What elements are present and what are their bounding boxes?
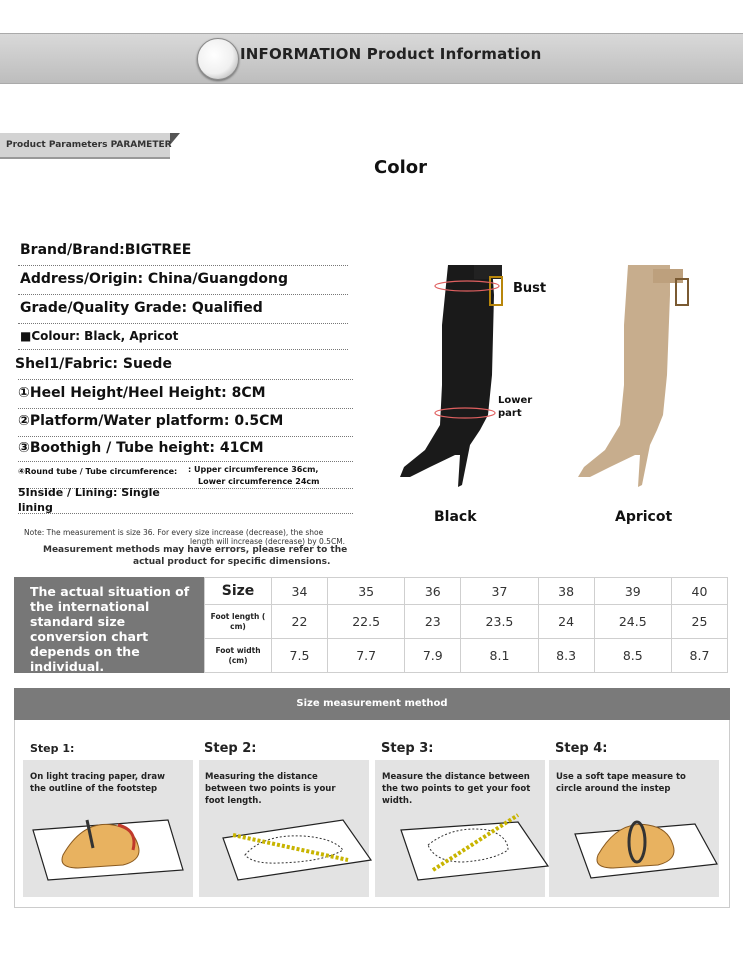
foot-width-cell: 8.7 [671, 639, 727, 673]
size-header: Size [205, 578, 272, 605]
step-2-text: Measuring the distance between two points is your foot length. [205, 772, 336, 806]
table-row [205, 639, 728, 673]
spec-platform: ②Platform/Water platform: 0.5CM [18, 413, 284, 429]
step-3-text: Measure the distance between the two points to get your foot width. [382, 772, 531, 806]
spec-round-tube: ④Round tube / Tube circumference: [18, 467, 178, 476]
foot-length-cell: 24 [538, 605, 594, 639]
step-2-label: Step 2: [204, 741, 257, 756]
color-title: Color [374, 157, 427, 178]
foot-width-cell: 8.5 [594, 639, 671, 673]
spec-upper-circumference: : Upper circumference 36cm, [188, 465, 319, 474]
spec-colour: ■Colour: Black, Apricot [20, 329, 179, 343]
foot-length-cell: 24.5 [594, 605, 671, 639]
spec-divider [18, 436, 353, 437]
size-cell: 34 [272, 578, 328, 605]
size-cell: 35 [328, 578, 405, 605]
table-row [205, 605, 728, 639]
foot-width-cell: 8.3 [538, 639, 594, 673]
foot-length-cell: 23.5 [461, 605, 538, 639]
spec-divider [18, 379, 353, 380]
apricot-boot-image [578, 265, 688, 487]
note-line-2: length will increase (decrease) by 0.5CM. [190, 537, 346, 546]
foot-width-header: Foot width (cm) [205, 639, 272, 673]
spec-origin: Address/Origin: China/Guangdong [20, 271, 289, 287]
step-4-label: Step 4: [555, 741, 608, 756]
spec-lining-2: lining [18, 501, 53, 514]
size-intro-text: The actual situation of the international standard size conversion chart depends on the individual. [30, 584, 190, 674]
spec-divider [18, 513, 353, 514]
header-title: INFORMATION Product Information [240, 45, 542, 63]
foot-width-cell: 8.1 [461, 639, 538, 673]
size-table [204, 577, 728, 673]
table-row [205, 578, 728, 605]
step-4-text: Use a soft tape measure to circle around the instep [556, 772, 686, 794]
step-4-foot-image [575, 822, 717, 878]
spec-heel: ①Heel Height/Heel Height: 8CM [18, 385, 266, 401]
spec-divider [18, 294, 348, 295]
spec-boot-height: ③Boothigh / Tube height: 41CM [18, 440, 264, 456]
param-tab-label: Product Parameters PARAMETER [6, 140, 172, 150]
lower-part-label-1: Lower [498, 395, 533, 406]
spec-divider [18, 408, 353, 409]
lower-part-label-2: part [498, 408, 522, 419]
spec-grade: Grade/Quality Grade: Qualified [20, 300, 263, 316]
size-cell: 39 [594, 578, 671, 605]
foot-length-header: Foot length ( cm) [205, 605, 272, 639]
foot-width-cell: 7.9 [405, 639, 461, 673]
foot-length-cell: 22 [272, 605, 328, 639]
size-cell: 38 [538, 578, 594, 605]
note-line-1: Note: The measurement is size 36. For every size increase (decrease), the shoe [24, 528, 324, 537]
spec-divider [18, 265, 348, 266]
step-1-label: Step 1: [30, 742, 75, 755]
step-1-foot-image [33, 820, 183, 880]
apricot-label: Apricot [615, 509, 673, 525]
spec-lower-circumference: Lower circumference 24cm [198, 477, 320, 486]
header-circle-icon [197, 38, 239, 80]
foot-width-cell: 7.5 [272, 639, 328, 673]
foot-length-cell: 22.5 [328, 605, 405, 639]
spec-divider [18, 349, 348, 350]
note-line-3: Measurement methods may have errors, please refer to the [43, 545, 348, 555]
spec-divider [18, 323, 348, 324]
spec-brand: Brand/Brand:BIGTREE [20, 242, 192, 258]
bust-label: Bust [513, 281, 547, 296]
foot-length-cell: 25 [671, 605, 727, 639]
black-label: Black [434, 509, 477, 525]
spec-lining-1: 5Inside / Lining: Single [18, 486, 160, 499]
step-3-footprint-image [401, 815, 548, 880]
size-cell: 36 [405, 578, 461, 605]
step-2-footprint-image [223, 820, 371, 880]
measurement-illustrations [23, 800, 719, 892]
spec-fabric: Shel1/Fabric: Suede [15, 356, 172, 372]
note-line-4: actual product for specific dimensions. [133, 557, 331, 567]
size-cell: 37 [461, 578, 538, 605]
step-1-text: On light tracing paper, draw the outline of the footstep [30, 772, 165, 794]
foot-width-cell: 7.7 [328, 639, 405, 673]
spec-divider [18, 461, 353, 462]
foot-length-cell: 23 [405, 605, 461, 639]
step-3-label: Step 3: [381, 741, 434, 756]
size-cell: 40 [671, 578, 727, 605]
black-boot-image [400, 265, 502, 487]
measurement-title: Size measurement method [296, 698, 448, 709]
